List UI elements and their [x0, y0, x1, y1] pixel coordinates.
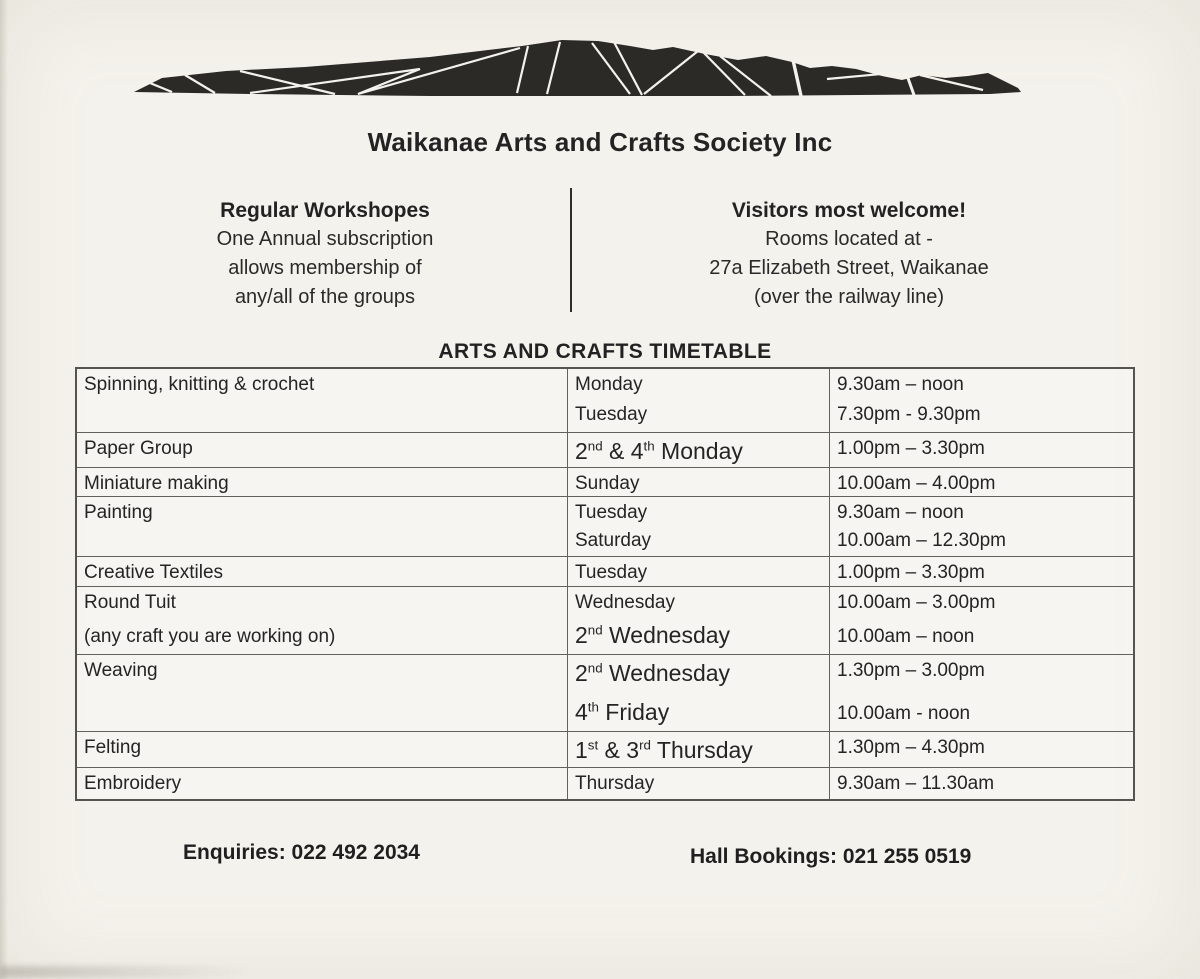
cell-line: 9.30am – noon	[837, 374, 964, 395]
days-cell	[568, 369, 830, 432]
timetable-row	[77, 433, 1133, 468]
cell-line: Wednesday	[575, 592, 675, 613]
cell-line: Thursday	[575, 773, 655, 794]
timetable-row	[77, 497, 1133, 557]
workshops-heading: Regular Workshopes	[220, 199, 430, 222]
cell-line: 9.30am – noon	[837, 502, 964, 523]
cell-line: Embroidery	[84, 773, 182, 794]
visitors-line: Rooms located at -	[765, 228, 933, 250]
timetable-row	[77, 768, 1133, 799]
vertical-divider	[570, 188, 572, 312]
cell-line: 9.30am – 11.30am	[837, 773, 995, 794]
cell-line: Painting	[84, 502, 153, 523]
scan-smudge	[0, 966, 250, 978]
workshops-line: allows membership of	[228, 257, 422, 279]
workshops-line: One Annual subscription	[216, 228, 434, 250]
days-cell	[568, 732, 830, 767]
cell-line: 10.00am - noon	[837, 703, 971, 724]
cell-line: Tuesday	[575, 502, 648, 523]
times-cell	[830, 497, 1133, 556]
activity-cell	[77, 557, 568, 586]
workshops-info-block	[150, 196, 500, 312]
visitors-heading: Visitors most welcome!	[731, 199, 967, 222]
times-cell	[830, 587, 1133, 654]
cell-line: 1st & 3rd Thursday	[575, 737, 753, 763]
activity-cell	[77, 369, 568, 432]
times-cell	[830, 433, 1133, 467]
timetable-row	[77, 557, 1133, 587]
timetable-row	[77, 369, 1133, 433]
cell-line: 7.30pm - 9.30pm	[837, 404, 981, 425]
times-cell	[830, 732, 1133, 767]
cell-line: Paper Group	[84, 438, 193, 459]
cell-line: 2nd & 4th Monday	[575, 438, 743, 464]
cell-line: Spinning, knitting & crochet	[84, 374, 315, 395]
cell-line: Weaving	[84, 660, 158, 681]
days-cell	[568, 655, 830, 731]
days-cell	[568, 557, 830, 586]
hall-bookings-phone: Hall Bookings: 021 255 0519	[690, 845, 972, 868]
scan-edge-shade	[0, 0, 8, 979]
cell-line: Monday	[575, 374, 643, 395]
timetable	[75, 367, 1135, 801]
cell-line: 1.30pm – 3.00pm	[837, 660, 985, 681]
activity-cell	[77, 732, 568, 767]
cell-line: 10.00am – 3.00pm	[837, 592, 996, 613]
cell-line: Tuesday	[575, 404, 648, 425]
enquiries-phone: Enquiries: 022 492 2034	[183, 841, 420, 864]
times-cell	[830, 768, 1133, 799]
times-cell	[830, 655, 1133, 731]
times-cell	[830, 557, 1133, 586]
activity-cell	[77, 768, 568, 799]
mountain-silhouette-logo	[130, 38, 1025, 100]
days-cell	[568, 468, 830, 496]
cell-line: 4th Friday	[575, 699, 670, 725]
cell-line: Creative Textiles	[84, 562, 224, 583]
cell-line: Round Tuit	[84, 592, 176, 613]
workshops-line: any/all of the groups	[234, 286, 416, 308]
days-cell	[568, 587, 830, 654]
days-cell	[568, 768, 830, 799]
timetable-row	[77, 468, 1133, 497]
cell-line: Tuesday	[575, 562, 648, 583]
visitors-line: (over the railway line)	[753, 286, 945, 308]
activity-cell	[77, 468, 568, 496]
timetable-row	[77, 655, 1133, 732]
timetable-row	[77, 587, 1133, 655]
activity-cell	[77, 655, 568, 731]
cell-line: Sunday	[575, 473, 640, 494]
cell-line: 10.00am – 4.00pm	[837, 473, 996, 494]
cell-line: 1.00pm – 3.30pm	[837, 438, 985, 459]
days-cell	[568, 433, 830, 467]
activity-cell	[77, 587, 568, 654]
timetable-row	[77, 732, 1133, 768]
activity-cell	[77, 433, 568, 467]
days-cell	[568, 497, 830, 556]
cell-line: 10.00am – noon	[837, 626, 975, 647]
cell-line: 1.00pm – 3.30pm	[837, 562, 985, 583]
cell-line: 10.00am – 12.30pm	[837, 530, 1007, 551]
times-cell	[830, 369, 1133, 432]
visitors-line: 27a Elizabeth Street, Waikanae	[709, 257, 989, 279]
visitors-info-block	[618, 196, 1080, 312]
cell-line: (any craft you are working on)	[84, 626, 336, 647]
cell-line: Miniature making	[84, 473, 229, 494]
cell-line: Felting	[84, 737, 142, 758]
cell-line: 2nd Wednesday	[575, 622, 731, 648]
cell-line: 1.30pm – 4.30pm	[837, 737, 985, 758]
timetable-title: ARTS AND CRAFTS TIMETABLE	[438, 340, 772, 363]
cell-line: 2nd Wednesday	[575, 660, 731, 686]
cell-line: Saturday	[575, 530, 652, 551]
page-title: Waikanae Arts and Crafts Society Inc	[367, 127, 833, 157]
times-cell	[830, 468, 1133, 496]
activity-cell	[77, 497, 568, 556]
